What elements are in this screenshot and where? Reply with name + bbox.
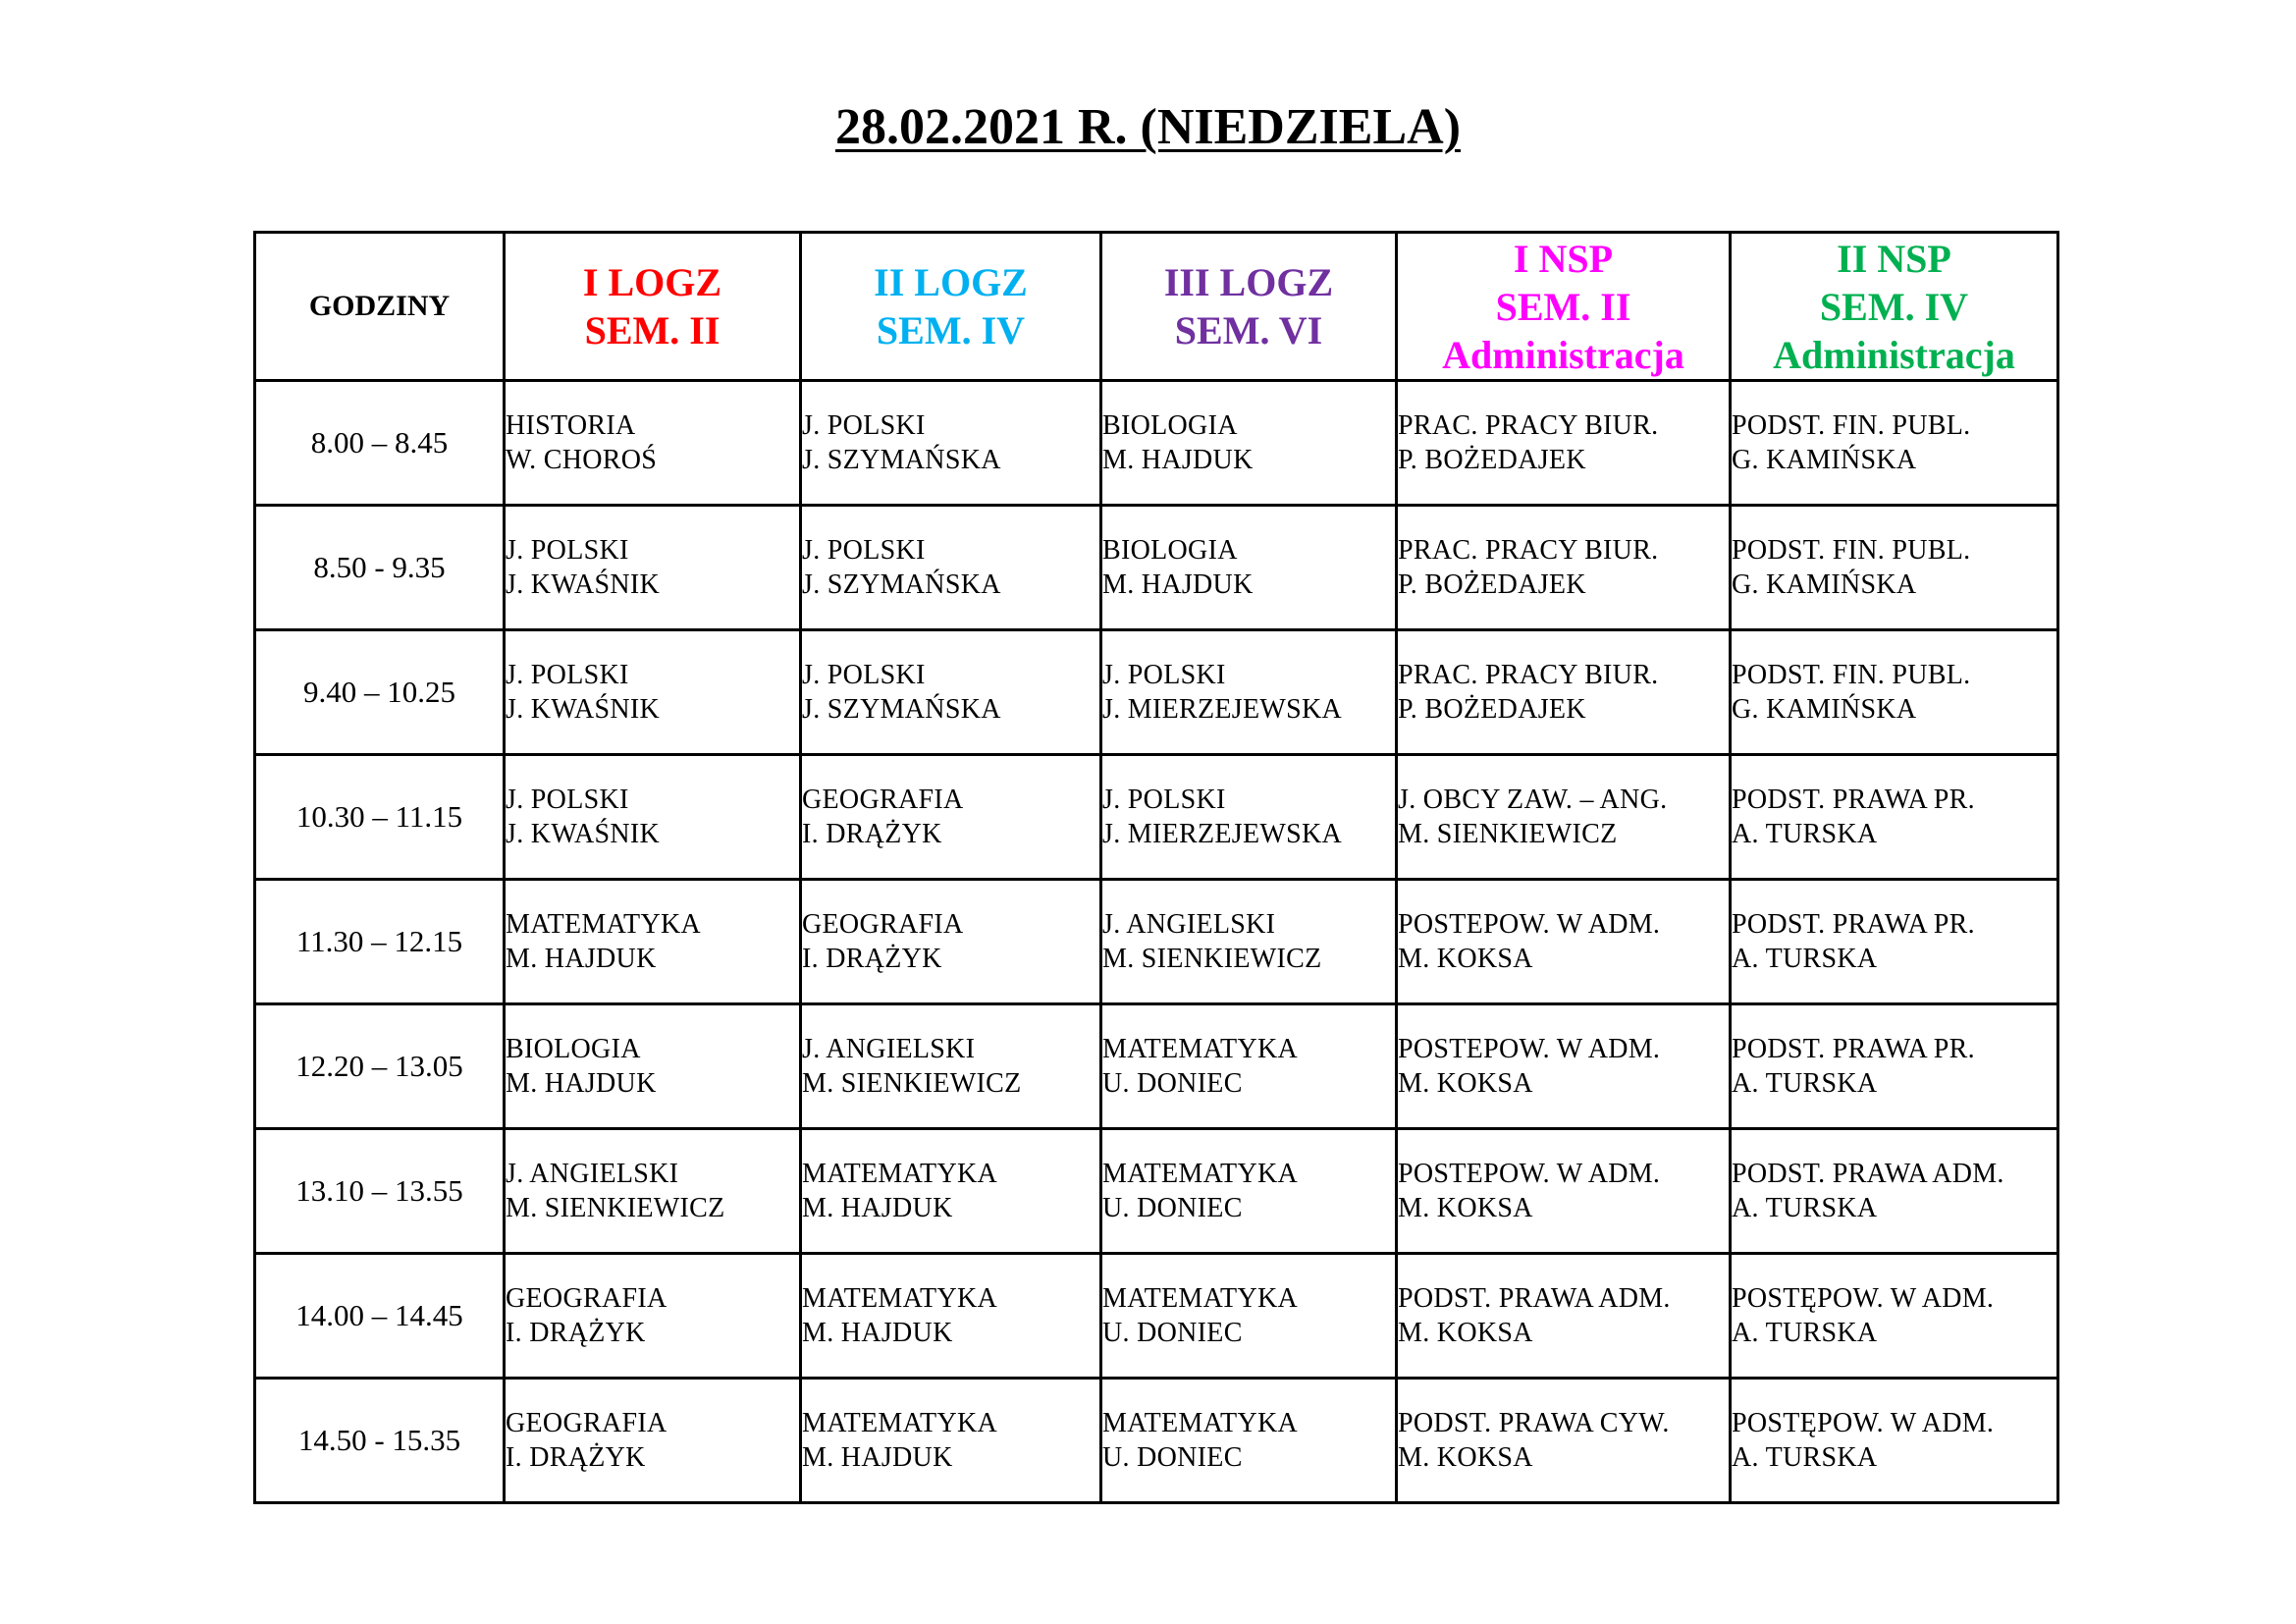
lesson-cell [1101,1254,1397,1379]
page-title-text: 28.02.2021 R. (NIEDZIELA) [834,99,1462,155]
table-row [255,630,2058,755]
group-header-line: II NSP [1837,236,1951,281]
group-header-line: SEM. II [1495,284,1631,329]
lesson-cell [1397,1379,1731,1503]
lesson-teacher: U. DONIEC [1102,1318,1243,1348]
header-row [255,233,2058,381]
lesson-cell [1731,381,2058,506]
schedule-table [253,231,2059,1504]
group-header-line: I LOGZ [582,260,722,304]
group-header-line: II LOGZ [874,260,1028,304]
lesson-subject: PODST. PRAWA PR. [1732,1034,1975,1064]
lesson-cell [1397,630,1731,755]
lesson-cell [1397,506,1731,630]
lesson-subject: POSTEPOW. W ADM. [1398,1159,1661,1189]
lesson-subject: PODST. PRAWA CYW. [1398,1408,1670,1438]
lesson-teacher: A. TURSKA [1732,819,1878,849]
time-slot: 8.00 – 8.45 [255,381,505,506]
lesson-cell [801,506,1101,630]
lesson-cell [1397,1254,1731,1379]
lesson-subject: J. OBCY ZAW. – ANG. [1398,785,1668,815]
lesson-cell [505,1004,801,1129]
table-row [255,1129,2058,1254]
lesson-cell [1101,1379,1397,1503]
lesson-teacher: I. DRĄŻYK [802,944,942,974]
group-header-i-nsp [1397,233,1731,381]
lesson-teacher: I. DRĄŻYK [506,1442,646,1473]
lesson-subject: MATEMATYKA [802,1408,997,1438]
lesson-teacher: G. KAMIŃSKA [1732,445,1917,475]
group-header-line: SEM. VI [1174,308,1323,352]
table-row [255,1379,2058,1503]
lesson-teacher: J. SZYMAŃSKA [802,445,1001,475]
lesson-subject: PODST. FIN. PUBL. [1732,410,1971,441]
lesson-cell [801,1379,1101,1503]
lesson-subject: MATEMATYKA [506,909,701,940]
lesson-teacher: J. MIERZEJEWSKA [1102,819,1343,849]
lesson-teacher: M. HAJDUK [802,1193,953,1223]
lesson-cell [505,1379,801,1503]
lesson-cell [1101,506,1397,630]
lesson-cell [1397,1129,1731,1254]
page-title [0,98,2296,157]
lesson-teacher: M. KOKSA [1398,1318,1533,1348]
lesson-subject: POSTEPOW. W ADM. [1398,909,1661,940]
schedule-body [255,381,2058,1503]
lesson-teacher: M. KOKSA [1398,1442,1533,1473]
lesson-subject: HISTORIA [506,410,636,441]
lesson-teacher: M. HAJDUK [802,1442,953,1473]
lesson-subject: BIOLOGIA [1102,410,1238,441]
table-row [255,381,2058,506]
lesson-subject: J. ANGIELSKI [802,1034,976,1064]
table-row [255,1254,2058,1379]
lesson-cell [1731,1254,2058,1379]
lesson-teacher: M. HAJDUK [1102,569,1254,600]
lesson-teacher: U. DONIEC [1102,1193,1243,1223]
lesson-teacher: G. KAMIŃSKA [1732,569,1917,600]
lesson-subject: GEOGRAFIA [802,785,964,815]
lesson-cell [505,1254,801,1379]
group-header-line: I NSP [1513,236,1614,281]
time-slot: 9.40 – 10.25 [255,630,505,755]
lesson-cell [1101,1004,1397,1129]
lesson-teacher: M. SIENKIEWICZ [1102,944,1322,974]
lesson-cell [1731,1004,2058,1129]
lesson-teacher: P. BOŻEDAJEK [1398,445,1586,475]
group-header-line: Administracja [1442,332,1684,377]
group-header-line: SEM. IV [876,308,1026,352]
lesson-subject: J. POLSKI [506,785,629,815]
lesson-cell [505,880,801,1004]
lesson-cell [1731,1379,2058,1503]
group-header-ii-logz [801,233,1101,381]
lesson-cell [1397,880,1731,1004]
lesson-teacher: J. KWAŚNIK [506,569,660,600]
lesson-teacher: J. SZYMAŃSKA [802,694,1001,725]
group-header-line: Administracja [1773,332,2015,377]
group-header-iii-logz [1101,233,1397,381]
lesson-subject: BIOLOGIA [506,1034,641,1064]
group-header-ii-nsp [1731,233,2058,381]
time-slot: 8.50 - 9.35 [255,506,505,630]
lesson-teacher: P. BOŻEDAJEK [1398,694,1586,725]
group-header-i-logz [505,233,801,381]
lesson-cell [505,1129,801,1254]
lesson-teacher: M. HAJDUK [506,944,657,974]
lesson-subject: J. POLSKI [506,660,629,690]
lesson-cell [801,381,1101,506]
lesson-subject: J. POLSKI [802,410,926,441]
lesson-cell [505,381,801,506]
lesson-teacher: I. DRĄŻYK [802,819,942,849]
lesson-cell [801,755,1101,880]
time-slot: 14.50 - 15.35 [255,1379,505,1503]
lesson-cell [1731,755,2058,880]
lesson-subject: MATEMATYKA [802,1159,997,1189]
group-header-line: SEM. II [584,308,721,352]
lesson-cell [1731,506,2058,630]
lesson-cell [1101,381,1397,506]
lesson-cell [1397,1004,1731,1129]
lesson-teacher: M. KOKSA [1398,1068,1533,1099]
lesson-cell [801,630,1101,755]
lesson-cell [801,1129,1101,1254]
group-header-line: III LOGZ [1163,260,1334,304]
lesson-teacher: U. DONIEC [1102,1442,1243,1473]
lesson-subject: PODST. PRAWA ADM. [1732,1159,2004,1189]
lesson-cell [1101,755,1397,880]
lesson-subject: PODST. PRAWA ADM. [1398,1283,1671,1314]
lesson-teacher: J. MIERZEJEWSKA [1102,694,1343,725]
lesson-cell [1101,880,1397,1004]
lesson-teacher: J. SZYMAŃSKA [802,569,1001,600]
table-row [255,880,2058,1004]
lesson-cell [801,880,1101,1004]
lesson-teacher: M. SIENKIEWICZ [1398,819,1618,849]
lesson-subject: J. POLSKI [1102,785,1226,815]
lesson-cell [1397,381,1731,506]
lesson-subject: MATEMATYKA [1102,1034,1298,1064]
lesson-teacher: M. HAJDUK [802,1318,953,1348]
lesson-cell [1731,880,2058,1004]
lesson-teacher: M. SIENKIEWICZ [506,1193,725,1223]
lesson-subject: PRAC. PRACY BIUR. [1398,410,1659,441]
lesson-teacher: I. DRĄŻYK [506,1318,646,1348]
lesson-subject: GEOGRAFIA [506,1408,667,1438]
lesson-subject: PODST. PRAWA PR. [1732,909,1975,940]
lesson-teacher: M. HAJDUK [1102,445,1254,475]
lesson-subject: J. POLSKI [1102,660,1226,690]
time-slot: 12.20 – 13.05 [255,1004,505,1129]
lesson-subject: PRAC. PRACY BIUR. [1398,535,1659,566]
lesson-subject: J. POLSKI [506,535,629,566]
lesson-teacher: A. TURSKA [1732,1318,1878,1348]
lesson-subject: BIOLOGIA [1102,535,1238,566]
lesson-subject: PODST. FIN. PUBL. [1732,535,1971,566]
lesson-teacher: G. KAMIŃSKA [1732,694,1917,725]
lesson-teacher: A. TURSKA [1732,1068,1878,1099]
lesson-subject: GEOGRAFIA [506,1283,667,1314]
lesson-subject: PODST. FIN. PUBL. [1732,660,1971,690]
lesson-subject: J. ANGIELSKI [506,1159,679,1189]
lesson-cell [801,1254,1101,1379]
lesson-subject: J. POLSKI [802,660,926,690]
time-slot: 14.00 – 14.45 [255,1254,505,1379]
lesson-subject: MATEMATYKA [1102,1408,1298,1438]
lesson-teacher: W. CHOROŚ [506,445,658,475]
lesson-subject: POSTEPOW. W ADM. [1398,1034,1661,1064]
lesson-teacher: A. TURSKA [1732,944,1878,974]
lesson-subject: MATEMATYKA [802,1283,997,1314]
time-slot: 13.10 – 13.55 [255,1129,505,1254]
lesson-cell [1731,630,2058,755]
lesson-teacher: P. BOŻEDAJEK [1398,569,1586,600]
lesson-teacher: A. TURSKA [1732,1442,1878,1473]
lesson-cell [505,755,801,880]
lesson-subject: POSTĘPOW. W ADM. [1732,1408,1995,1438]
lesson-subject: J. ANGIELSKI [1102,909,1276,940]
hours-column-header: GODZINY [255,233,505,381]
lesson-teacher: U. DONIEC [1102,1068,1243,1099]
lesson-cell [1397,755,1731,880]
lesson-teacher: J. KWAŚNIK [506,819,660,849]
table-row [255,755,2058,880]
lesson-cell [1101,1129,1397,1254]
lesson-subject: GEOGRAFIA [802,909,964,940]
lesson-subject: POSTĘPOW. W ADM. [1732,1283,1995,1314]
lesson-cell [801,1004,1101,1129]
time-slot: 11.30 – 12.15 [255,880,505,1004]
lesson-cell [1101,630,1397,755]
group-header-line: SEM. IV [1819,284,1969,329]
time-slot: 10.30 – 11.15 [255,755,505,880]
lesson-cell [505,630,801,755]
lesson-teacher: M. HAJDUK [506,1068,657,1099]
lesson-teacher: M. KOKSA [1398,1193,1533,1223]
table-row [255,1004,2058,1129]
lesson-teacher: M. SIENKIEWICZ [802,1068,1022,1099]
lesson-teacher: A. TURSKA [1732,1193,1878,1223]
lesson-subject: MATEMATYKA [1102,1159,1298,1189]
lesson-subject: PRAC. PRACY BIUR. [1398,660,1659,690]
lesson-teacher: J. KWAŚNIK [506,694,660,725]
table-row [255,506,2058,630]
lesson-cell [505,506,801,630]
lesson-subject: J. POLSKI [802,535,926,566]
lesson-cell [1731,1129,2058,1254]
lesson-subject: MATEMATYKA [1102,1283,1298,1314]
lesson-teacher: M. KOKSA [1398,944,1533,974]
lesson-subject: PODST. PRAWA PR. [1732,785,1975,815]
